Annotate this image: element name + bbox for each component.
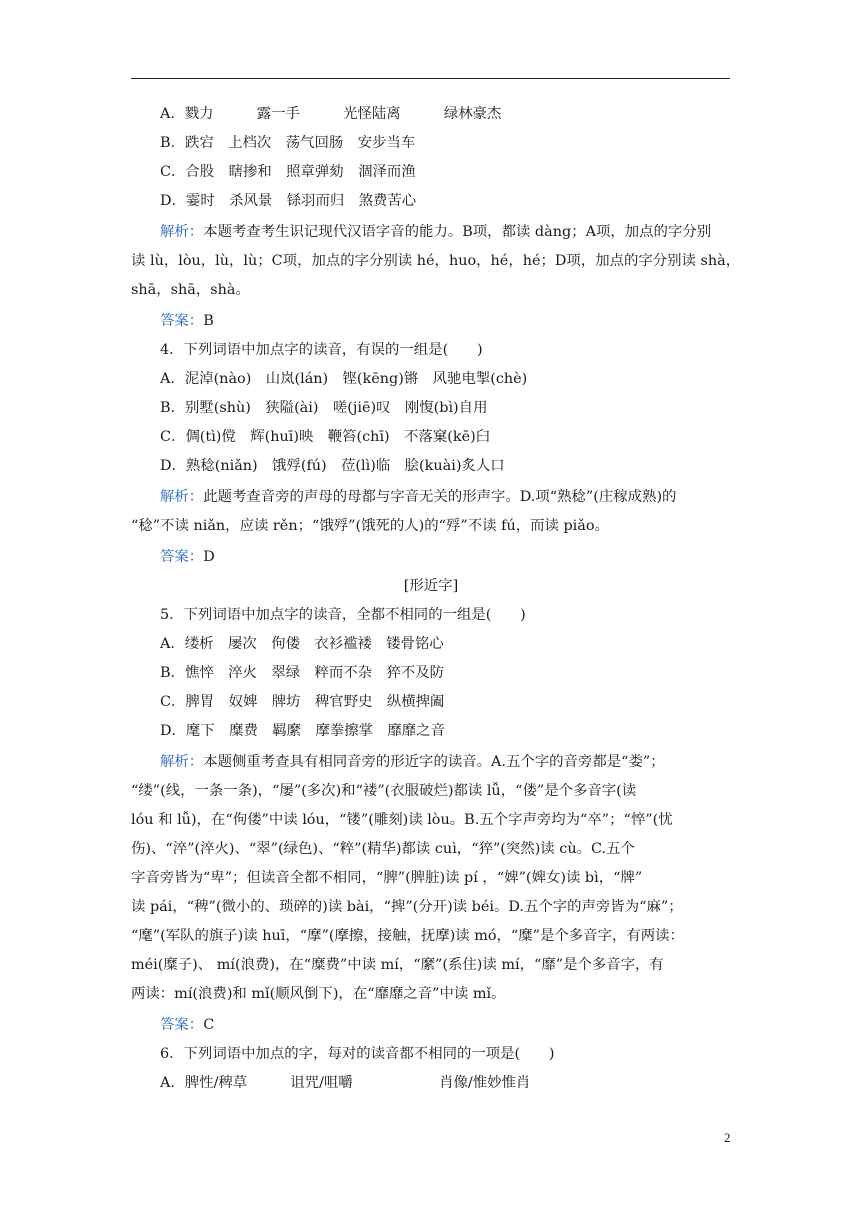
q5-analysis-line5: 字音旁皆为“卑”；但读音全都不相同，“脾”(脾脏)读 pí ，“婢”(婢女)读 bì，“牌” bbox=[131, 870, 643, 886]
q4-answer bbox=[160, 547, 215, 567]
q5-option-a: A．缕析 屡次 佝偻 衣衫褴褛 镂骨铭心 bbox=[160, 636, 444, 652]
q5-stem: 5．下列词语中加点字的读音，全都不相同的一组是( ) bbox=[160, 607, 526, 623]
q4-option-c: C．倜(tì)傥 辉(huī)映 鞭笞(chī) 不落窠(kē)臼 bbox=[160, 429, 491, 445]
q4-analysis-line1 bbox=[160, 487, 676, 507]
q5-option-d: D．麾下 糜费 羁縻 摩拳擦掌 靡靡之音 bbox=[160, 723, 445, 739]
q5-analysis-line8: méi(糜子)、 mí(浪费)，在“糜费”中读 mí，“縻”(系住)读 mí，“靡”是个多音字，有 bbox=[131, 957, 664, 973]
q4-analysis-line2: “稔”不读 niǎn，应读 rěn；“饿殍”(饿死的人)的“殍”不读 fú，而读 piǎo。 bbox=[131, 518, 609, 534]
analysis-label: 解析： bbox=[160, 224, 204, 240]
q5-analysis-line7: “麾”(军队的旗子)读 huī，“摩”(摩擦，接触，抚摩)读 mó，“糜”是个多音字，有两读： bbox=[131, 928, 684, 944]
q6-stem: 6．下列词语中加点的字，每对的读音都不相同的一项是( ) bbox=[160, 1046, 555, 1062]
q3-option-c: C．合股 瞎掺和 照章弹劾 涸泽而渔 bbox=[160, 164, 416, 180]
answer-label: 答案： bbox=[160, 1017, 204, 1033]
q5-analysis-line9: 两读：mí(浪费)和 mǐ(顺风倒下)，在“靡靡之音”中读 mǐ。 bbox=[131, 986, 506, 1002]
q5-option-b: B．憔悴 淬火 翠绿 粹而不杂 猝不及防 bbox=[160, 665, 444, 681]
q4-option-d: D．熟稔(niǎn) 饿殍(fú) 莅(lì)临 脍(kuài)炙人口 bbox=[160, 458, 505, 474]
q3-analysis-line3: shā，shā，shà。 bbox=[131, 282, 250, 298]
q5-analysis-line4: 伤)、“淬”(淬火)、“翠”(绿色)、“粹”(精华)都读 cuì，“猝”(突然)读 cù。C.五个 bbox=[131, 841, 635, 857]
header-rule bbox=[131, 78, 730, 79]
q5-analysis-line2: “缕”(线，一条一条)，“屡”(多次)和“褛”(衣服破烂)都读 lǚ，“偻”是个多音字(读 bbox=[131, 783, 637, 799]
q6-option-a: A．脾性/稗草 诅咒/咀嚼 肖像/惟妙惟肖 bbox=[160, 1075, 531, 1091]
analysis-label: 解析： bbox=[160, 489, 204, 505]
analysis-label: 解析： bbox=[160, 754, 204, 770]
q5-analysis-line6: 读 pái，“稗”(微小的、琐碎的)读 bài，“捭”(分开)读 béi。D.五个字的声旁皆为“麻”； bbox=[131, 899, 683, 915]
answer-value: C bbox=[203, 1017, 215, 1033]
q5-option-c: C．脾胃 奴婢 牌坊 稗官野史 纵横捭阖 bbox=[160, 694, 445, 710]
q3-answer bbox=[160, 311, 214, 331]
q3-option-a: A．戮力 露一手 光怪陆离 绿林豪杰 bbox=[160, 106, 502, 122]
answer-value: D bbox=[203, 549, 215, 565]
q5-analysis-line3: lóu 和 lǚ)，在“佝偻”中读 lóu，“镂”(雕刻)读 lòu。B.五个字声旁均为“卒”；“悴”(忧 bbox=[131, 812, 673, 828]
section-heading: [形近字] bbox=[403, 578, 459, 594]
answer-label: 答案： bbox=[160, 313, 204, 329]
answer-label: 答案： bbox=[160, 549, 204, 565]
q3-option-d: D．霎时 杀风景 铩羽而归 煞费苦心 bbox=[160, 193, 417, 209]
q3-analysis-text: 本题考查考生识记现代汉语字音的能力。B项，都读 dàng；A项，加点的字分别 bbox=[203, 224, 712, 240]
answer-value: B bbox=[203, 313, 214, 329]
q5-analysis-line1 bbox=[160, 752, 665, 772]
q5-answer bbox=[160, 1015, 214, 1035]
q4-option-a: A．泥淖(nào) 山岚(lán) 铿(kēng)锵 风驰电掣(chè) bbox=[160, 371, 528, 387]
page-number: 2 bbox=[724, 1130, 731, 1145]
q4-stem: 4．下列词语中加点字的读音，有误的一组是( ) bbox=[160, 342, 483, 358]
q3-analysis-line1 bbox=[160, 222, 711, 242]
q5-analysis-text: 本题侧重考查具有相同音旁的形近字的读音。A.五个字的音旁都是“娄”； bbox=[203, 754, 665, 770]
q4-option-b: B．别墅(shù) 狭隘(ài) 嗟(jiē)叹 刚愎(bì)自用 bbox=[160, 400, 488, 416]
q3-analysis-line2: 读 lù，lòu，lù，lù；C项，加点的字分别读 hé，huo，hé，hé；D项，加点的字分别读 shà， bbox=[131, 253, 741, 269]
q4-analysis-text: 此题考查音旁的声母的母都与字音无关的形声字。D.项“熟稔”(庄稼成熟)的 bbox=[203, 489, 677, 505]
q3-option-b: B．跌宕 上档次 荡气回肠 安步当车 bbox=[160, 135, 416, 151]
